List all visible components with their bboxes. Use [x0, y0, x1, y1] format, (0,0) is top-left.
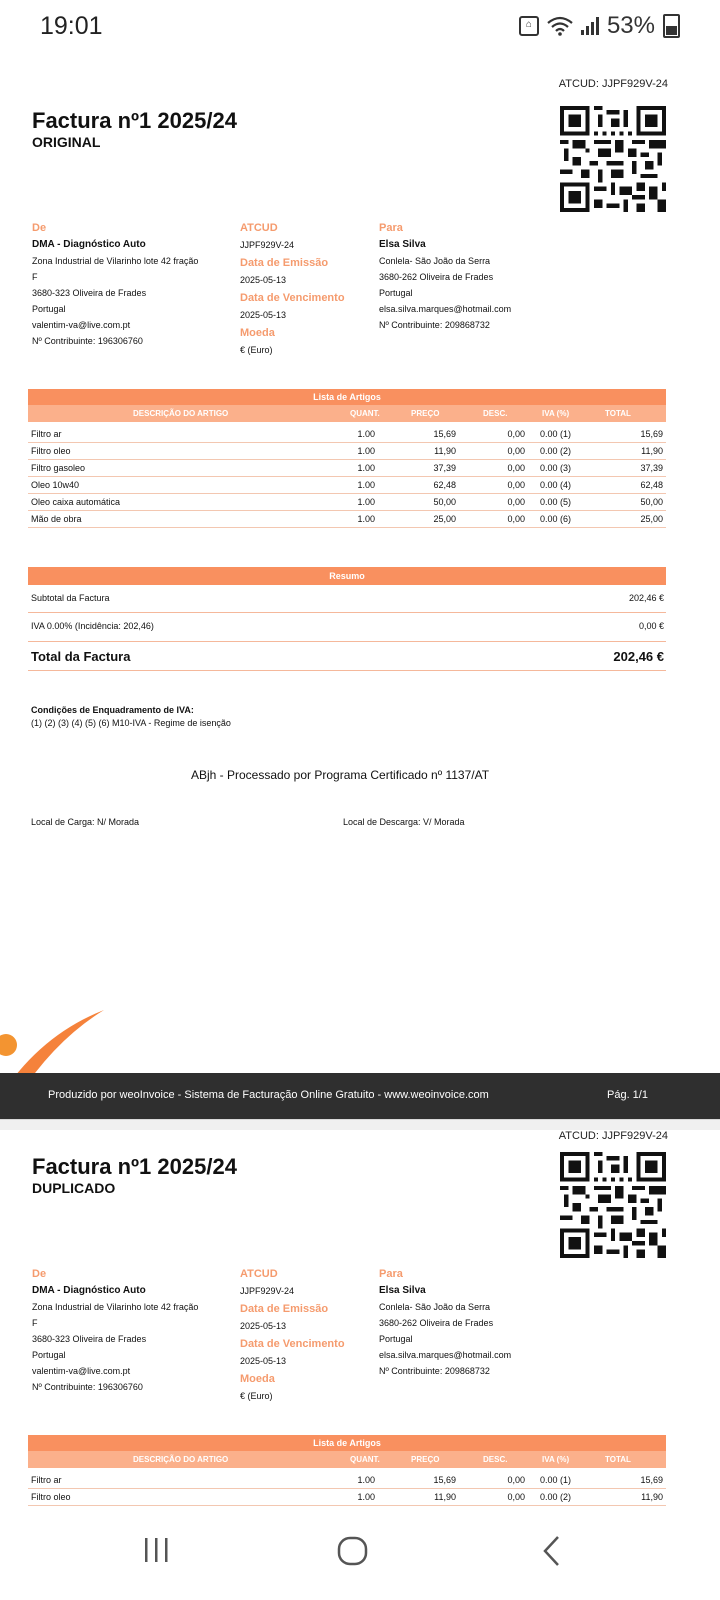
due-date-value: 2025-05-13: [240, 310, 287, 320]
col-total-2: TOTAL: [605, 1455, 631, 1464]
vat-conditions-title: Condições de Enquadramento de IVA:: [31, 705, 194, 715]
cell-iva: 0.00 (3): [540, 463, 572, 473]
status-time: 19:01: [40, 12, 103, 40]
cell-qty: 1.00: [357, 1492, 375, 1502]
recent-apps-icon[interactable]: [140, 1534, 172, 1566]
cell-qty: 1.00: [357, 497, 375, 507]
cell-price: 37,39: [433, 463, 456, 473]
cell-qty: 1.00: [357, 1475, 375, 1485]
cell-iva: 0.00 (2): [540, 446, 572, 456]
atcud-header-2: ATCUD: JJPF929V-24: [558, 1130, 668, 1142]
status-icons: [519, 12, 680, 40]
recipient-label: Para: [379, 222, 403, 234]
table-row: [28, 1471, 666, 1489]
cell-iva: 0.00 (4): [540, 480, 572, 490]
due-date-value-2: 2025-05-13: [240, 1356, 287, 1366]
items-table-header: [28, 405, 666, 422]
cell-iva: 0.00 (1): [540, 429, 572, 439]
cell-desc: Filtro ar: [31, 1475, 62, 1485]
currency-value: € (Euro): [240, 345, 273, 355]
sender-nif-2: Nº Contribuinte: 196306760: [32, 1382, 143, 1392]
recipient-name: Elsa Silva: [379, 239, 426, 250]
subtotal-label: Subtotal da Factura: [31, 593, 110, 603]
cell-price: 25,00: [433, 514, 456, 524]
cell-desc: Oleo 10w40: [31, 480, 80, 490]
cell-iva: 0.00 (2): [540, 1492, 572, 1502]
vat-conditions-text: (1) (2) (3) (4) (5) (6) M10-IVA - Regime de isenção: [31, 718, 231, 728]
total-row: [28, 642, 666, 671]
recipient-postal-2: 3680-262 Oliveira de Frades: [379, 1318, 494, 1328]
sender-postal: 3680-323 Oliveira de Frades: [32, 288, 147, 298]
recipient-email: elsa.silva.marques@hotmail.com: [379, 304, 512, 314]
certification-note: ABjh - Processado por Programa Certificado nº 1137/AT: [190, 768, 490, 782]
cell-desc: Filtro ar: [31, 429, 62, 439]
total-value: 202,46 €: [613, 649, 664, 664]
cell-desc: Oleo caixa automática: [31, 497, 121, 507]
currency-value-2: € (Euro): [240, 1391, 273, 1401]
invoice-page-original[interactable]: [0, 80, 720, 1115]
cell-desc: Filtro oleo: [31, 446, 71, 456]
invoice-title-2: Factura nº1 2025/24: [32, 1154, 237, 1179]
sender-name-2: DMA - Diagnóstico Auto: [32, 1285, 146, 1296]
sender-name: DMA - Diagnóstico Auto: [32, 239, 146, 250]
cell-disc: 0,00: [507, 446, 525, 456]
sender-label-2: De: [32, 1268, 47, 1280]
invoice-page-duplicate[interactable]: [0, 1130, 720, 1510]
cell-total: 25,00: [640, 514, 663, 524]
items-table-title-2: Lista de Artigos: [28, 1435, 666, 1451]
recipient-block: [379, 219, 579, 333]
cell-qty: 1.00: [357, 480, 375, 490]
items-table-header-2: [28, 1451, 666, 1468]
table-row: [28, 476, 666, 494]
cell-price: 62,48: [433, 480, 456, 490]
sender-block: [32, 219, 232, 349]
atcud-header: ATCUD: JJPF929V-24: [558, 78, 668, 90]
table-row: [28, 459, 666, 477]
issue-date-label-2: Data de Emissão: [240, 1303, 329, 1315]
due-date-label-2: Data de Vencimento: [240, 1338, 345, 1350]
iva-value: 0,00 €: [638, 621, 664, 631]
atcud-label-2: ATCUD: [240, 1268, 278, 1280]
col-price: PREÇO: [411, 409, 440, 418]
status-bar: [0, 0, 720, 56]
cell-iva: 0.00 (5): [540, 497, 572, 507]
sender-email: valentim-va@live.com.pt: [32, 320, 131, 330]
document-footer: [0, 1073, 720, 1119]
issue-date-value-2: 2025-05-13: [240, 1321, 287, 1331]
total-label: Total da Factura: [31, 649, 131, 664]
cell-iva: 0.00 (1): [540, 1475, 572, 1485]
cell-qty: 1.00: [357, 514, 375, 524]
qr-code-2: [560, 1152, 666, 1258]
col-desc: DESCRIÇÃO DO ARTIGO: [133, 409, 229, 418]
cell-desc: Filtro gasoleo: [31, 463, 86, 473]
subtotal-row: [28, 585, 666, 613]
cell-qty: 1.00: [357, 429, 375, 439]
cell-desc: Filtro oleo: [31, 1492, 71, 1502]
due-date-label: Data de Vencimento: [240, 292, 345, 304]
signal-icon: [581, 17, 599, 35]
recipient-postal: 3680-262 Oliveira de Frades: [379, 272, 494, 282]
items-table-title: Lista de Artigos: [28, 389, 666, 405]
col-iva: IVA (%): [542, 409, 570, 418]
atcud-value: JJPF929V-24: [240, 240, 295, 250]
battery-icon: [663, 14, 680, 38]
summary-title: Resumo: [28, 567, 666, 585]
cell-total: 37,39: [640, 463, 663, 473]
recipient-country-2: Portugal: [379, 1334, 413, 1344]
wifi-icon: [547, 16, 573, 36]
cell-qty: 1.00: [357, 463, 375, 473]
sender-country: Portugal: [32, 304, 66, 314]
col-iva-2: IVA (%): [542, 1455, 570, 1464]
sender-address-1-2: Zona Industrial de Vilarinho lote 42 fração: [32, 1302, 199, 1312]
cell-price: 11,90: [434, 446, 456, 456]
issue-date-value: 2025-05-13: [240, 275, 287, 285]
cell-disc: 0,00: [507, 1492, 525, 1502]
table-row: [28, 1488, 666, 1506]
home-icon[interactable]: [336, 1534, 370, 1568]
sender-address-1: Zona Industrial de Vilarinho lote 42 fração: [32, 256, 199, 266]
sender-email-2: valentim-va@live.com.pt: [32, 1366, 131, 1376]
currency-label: Moeda: [240, 327, 275, 339]
footer-text: Produzido por weoInvoice - Sistema de Facturação Online Gratuito - www.weoinvoice.com: [48, 1089, 489, 1101]
cell-disc: 0,00: [507, 497, 525, 507]
cell-total: 50,00: [640, 497, 663, 507]
sender-postal-2: 3680-323 Oliveira de Frades: [32, 1334, 147, 1344]
col-disc: DESC.: [483, 409, 508, 418]
atcud-label: ATCUD: [240, 222, 278, 234]
invoice-title: Factura nº1 2025/24: [32, 108, 237, 133]
sender-label: De: [32, 222, 47, 234]
table-row: [28, 425, 666, 443]
lock-icon: ⌂: [519, 16, 539, 36]
col-total: TOTAL: [605, 409, 631, 418]
sender-block-2: [32, 1265, 232, 1395]
sender-address-2-2: F: [32, 1318, 38, 1328]
recipient-email-2: elsa.silva.marques@hotmail.com: [379, 1350, 512, 1360]
recipient-country: Portugal: [379, 288, 413, 298]
subtotal-value: 202,46 €: [628, 593, 664, 603]
cell-total: 62,48: [640, 480, 663, 490]
issue-date-label: Data de Emissão: [240, 257, 329, 269]
recipient-name-2: Elsa Silva: [379, 1285, 426, 1296]
cell-price: 11,90: [434, 1492, 456, 1502]
cell-total: 15,69: [640, 429, 663, 439]
cell-disc: 0,00: [507, 1475, 525, 1485]
recipient-address: Conlela- São João da Serra: [379, 256, 491, 266]
currency-label-2: Moeda: [240, 1373, 275, 1385]
col-qty-2: QUANT.: [350, 1455, 380, 1464]
table-row: [28, 442, 666, 460]
table-row: [28, 510, 666, 528]
recipient-label-2: Para: [379, 1268, 403, 1280]
cell-total: 11,90: [641, 1492, 663, 1502]
page-number: Pág. 1/1: [607, 1089, 648, 1101]
col-desc-2: DESCRIÇÃO DO ARTIGO: [133, 1455, 229, 1464]
cell-total: 11,90: [641, 446, 663, 456]
iva-row: [28, 613, 666, 642]
sender-address-2: F: [32, 272, 38, 282]
cell-disc: 0,00: [507, 463, 525, 473]
cell-price: 50,00: [433, 497, 456, 507]
sender-country-2: Portugal: [32, 1350, 66, 1360]
cell-total: 15,69: [640, 1475, 663, 1485]
back-icon[interactable]: [538, 1534, 568, 1568]
col-price-2: PREÇO: [411, 1455, 440, 1464]
load-place: Local de Carga: N/ Morada: [31, 817, 140, 827]
recipient-block-2: [379, 1265, 579, 1379]
cell-price: 15,69: [433, 429, 456, 439]
recipient-address-2: Conlela- São João da Serra: [379, 1302, 491, 1312]
cell-price: 15,69: [433, 1475, 456, 1485]
invoice-meta-2: [240, 1265, 370, 1405]
recipient-nif-2: Nº Contribuinte: 209868732: [379, 1366, 490, 1376]
atcud-value-2: JJPF929V-24: [240, 1286, 295, 1296]
cell-disc: 0,00: [507, 514, 525, 524]
battery-percent: 53%: [606, 12, 655, 39]
copy-label-2: DUPLICADO: [32, 1180, 116, 1196]
copy-label: ORIGINAL: [32, 134, 101, 150]
cell-desc: Mão de obra: [31, 514, 82, 524]
page-separator: [0, 1119, 720, 1130]
cell-qty: 1.00: [357, 446, 375, 456]
system-navigation-bar: [0, 1510, 720, 1600]
col-disc-2: DESC.: [483, 1455, 508, 1464]
cell-disc: 0,00: [507, 429, 525, 439]
table-row: [28, 493, 666, 511]
qr-code: [560, 106, 666, 212]
cell-disc: 0,00: [507, 480, 525, 490]
col-qty: QUANT.: [350, 409, 380, 418]
sender-nif: Nº Contribuinte: 196306760: [32, 336, 143, 346]
recipient-nif: Nº Contribuinte: 209868732: [379, 320, 490, 330]
invoice-meta: [240, 219, 370, 359]
cell-iva: 0.00 (6): [540, 514, 572, 524]
iva-label: IVA 0.00% (Incidência: 202,46): [31, 621, 154, 631]
unload-place: Local de Descarga: V/ Morada: [343, 817, 465, 827]
